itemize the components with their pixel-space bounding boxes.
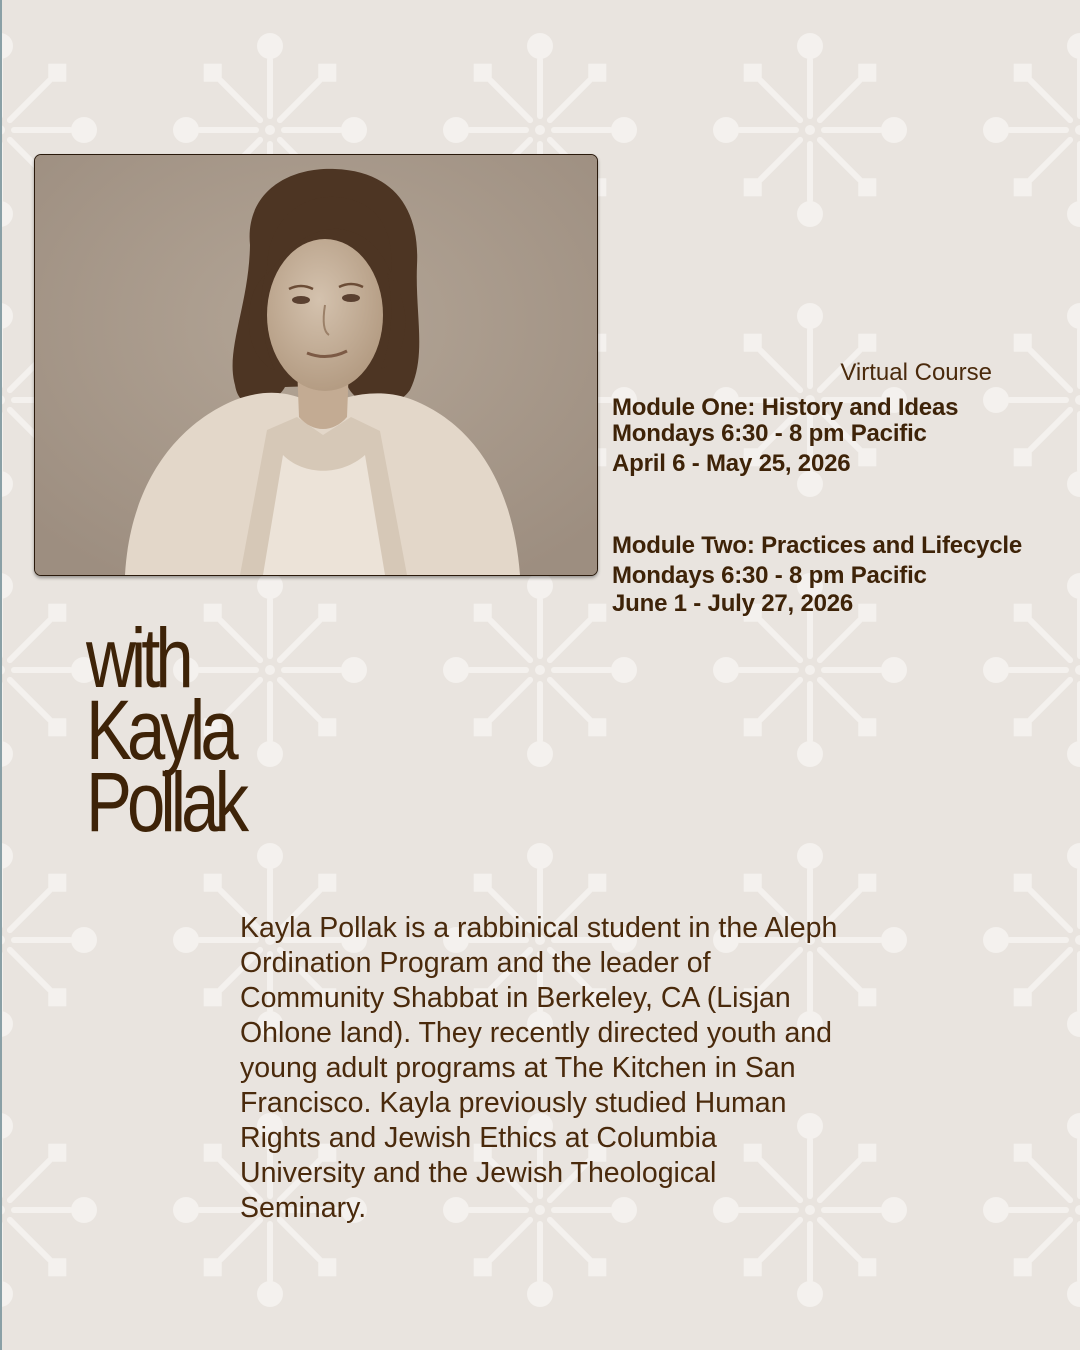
module-two-title: Module Two: Practices and Lifecycle bbox=[612, 532, 1023, 559]
course-type-label: Virtual Course bbox=[840, 359, 992, 386]
pattern-motif bbox=[983, 843, 1080, 1037]
presenter-bio: Kayla Pollak is a rabbinical student in the Aleph Ordination Program and the leader of Community Shabbat in Berkeley, CA (Lisjan Ohlone land). They recently directed youth and young adult programs at The Kitchen in San Francisco. Kayla previously studied Human Rights and Jewish Ethics at Columbia University and the Jewish Theological Seminary. bbox=[240, 912, 838, 1224]
presenter-name-heading bbox=[86, 611, 245, 849]
pattern-motif bbox=[713, 33, 907, 227]
module-one-info bbox=[612, 395, 958, 478]
presenter-prefix: with bbox=[86, 611, 189, 705]
pattern-motif bbox=[983, 33, 1080, 227]
presenter-first-name: Kayla bbox=[86, 683, 234, 777]
presenter-portrait-image bbox=[35, 155, 597, 575]
pattern-motif bbox=[443, 573, 637, 767]
presenter-photo bbox=[34, 154, 598, 576]
module-two-info bbox=[612, 532, 1022, 618]
pattern-motif bbox=[983, 303, 1080, 497]
pattern-motif bbox=[0, 843, 97, 1037]
module-one-title: Module One: History and Ideas bbox=[612, 394, 959, 421]
module-one-time: Mondays 6:30 - 8 pm Pacific bbox=[612, 420, 927, 447]
module-one-dates: April 6 - May 25, 2026 bbox=[612, 450, 851, 477]
module-two-time: Mondays 6:30 - 8 pm Pacific bbox=[612, 562, 927, 589]
pattern-motif bbox=[0, 573, 97, 767]
module-two-dates: June 1 - July 27, 2026 bbox=[612, 590, 854, 617]
left-edge-stripe bbox=[0, 0, 2, 1350]
pattern-motif bbox=[983, 1113, 1080, 1307]
presenter-last-name: Pollak bbox=[86, 755, 245, 849]
pattern-motif bbox=[0, 1113, 97, 1307]
